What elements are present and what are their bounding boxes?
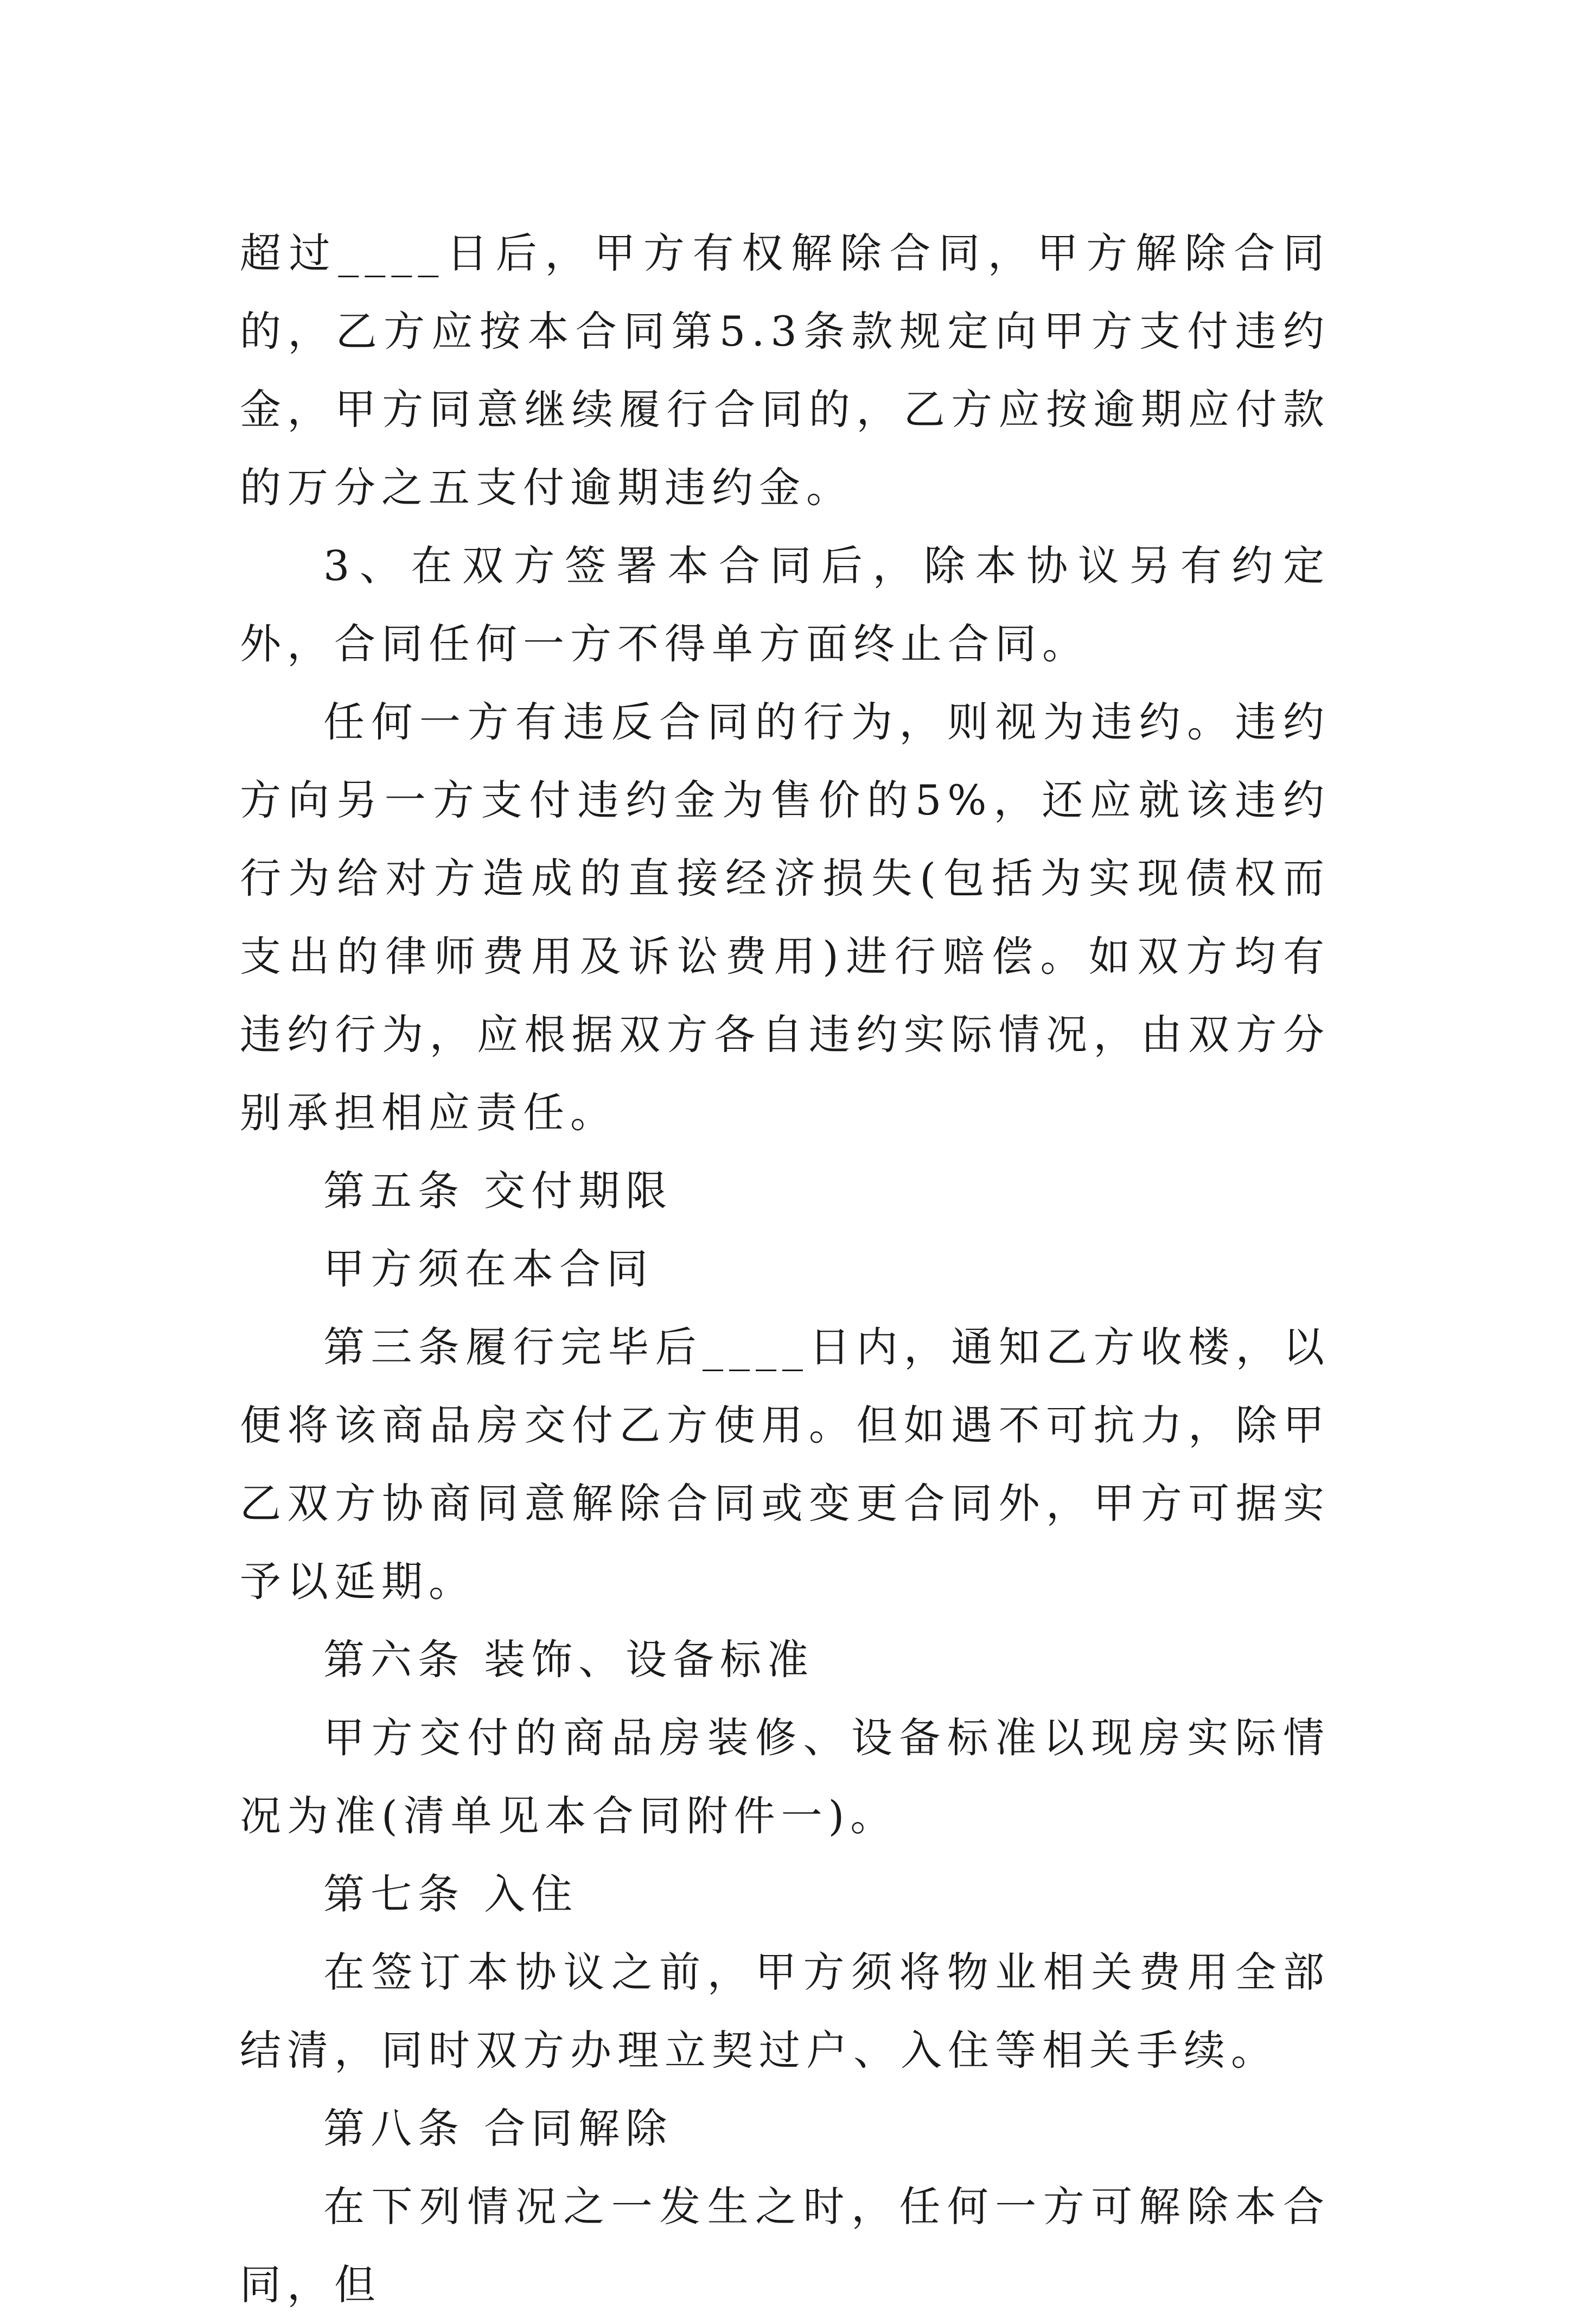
heading-article-5: 第五条 交付期限 bbox=[323, 1167, 673, 1215]
paragraph-article-6-standard: 甲方交付的商品房装修、设备标准以现房实际情况为准(清单见本合同附件一)。 bbox=[240, 1714, 1330, 1840]
document-body bbox=[240, 214, 1330, 2324]
paragraph-breach-liability: 任何一方有违反合同的行为，则视为违约。违约方向另一方支付违约金为售价的5%，还应就该违约 行为给对方造成的直接经济损失(包括为实现债权而支出的律师费用及诉讼费用)进行赔偿。如双方均有违约行为，应根据双方各自违约实际情况，由双方分别承担相应责任。 bbox=[240, 698, 1330, 1137]
paragraph-article-7-move-in: 在签订本协议之前，甲方须将物业相关费用全部结清，同时双方办理立契过户、入住等相关手续。 bbox=[240, 1948, 1330, 2074]
paragraph-article-5-line-1: 甲方须在本合同 bbox=[323, 1245, 654, 1293]
paragraph-article-8-termination: 在下列情况之一发生之时，任何一方可解除本合同，但 bbox=[240, 2182, 1330, 2309]
paragraph-overdue-termination: 超过____日后，甲方有权解除合同，甲方解除合同的，乙方应按本合同第5.3条款规定向甲方支付违约金，甲方同意继续履行合同的，乙方应按逾期应付款的万分之五支付逾期违约金。 bbox=[240, 229, 1330, 512]
paragraph-article-5-delivery: 第三条履行完毕后____日内，通知乙方收楼，以便将该商品房交付乙方使用。但如遇不可抗力，除甲乙双方协商同意解除合同或变更合同外，甲方可据实予以延期。 bbox=[240, 1323, 1330, 1606]
paragraph-no-unilateral-termination: 3、在双方签署本合同后，除本协议另有约定外，合同任何一方不得单方面终止合同。 bbox=[240, 542, 1330, 668]
heading-article-7: 第七条 入住 bbox=[323, 1870, 579, 1918]
heading-article-6: 第六条 装饰、设备标准 bbox=[323, 1635, 815, 1684]
heading-article-8: 第八条 合同解除 bbox=[323, 2104, 673, 2153]
